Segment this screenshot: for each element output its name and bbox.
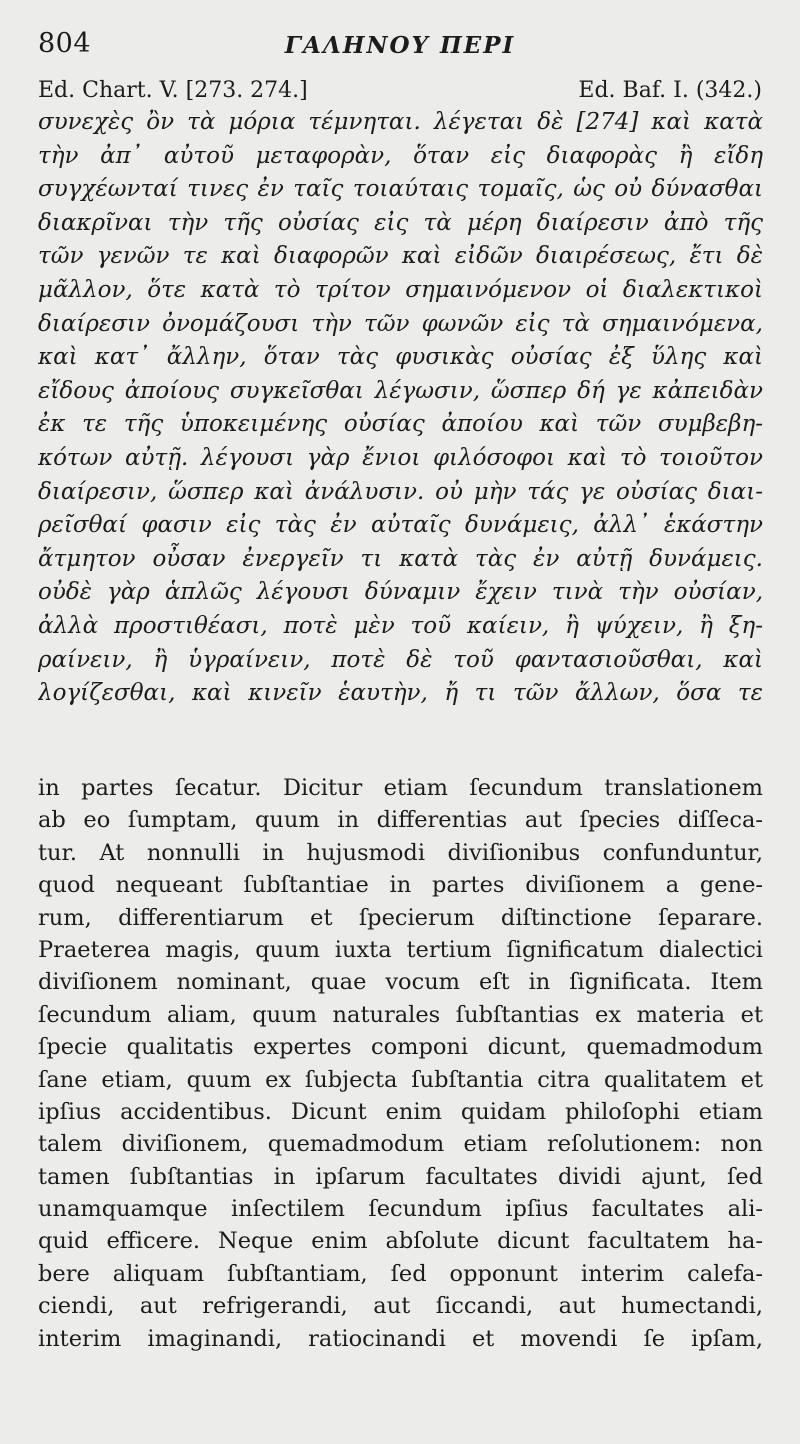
latin-text-line: quod nequeant ſubſtantiae in partes diviſionem a gene-	[38, 872, 763, 899]
running-head	[38, 28, 762, 62]
latin-text-line: tamen ſubſtantias in ipſarum facultates dividi ajunt, ſed	[38, 1163, 763, 1190]
greek-text-line: κότων αὐτῇ. λέγουσι γὰρ ἔνιοι φιλόσοφοι καὶ τὸ τοιοῦτον	[38, 444, 763, 471]
latin-text-line: talem diviſionem, quemadmodum etiam reſolutionem: non	[38, 1131, 763, 1158]
edition-chart-reference: Ed. Chart. V. [273. 274.]	[38, 78, 308, 103]
latin-text-line: ab eo ſumptam, quum in differentias aut ſpecies diſſeca-	[38, 807, 763, 834]
greek-text-line: ραίνειν, ἢ ὑγραίνειν, ποτὲ δὲ τοῦ φαντασιοῦσθαι, καὶ	[38, 646, 763, 673]
greek-text-block	[38, 106, 763, 711]
latin-text-line: quid efficere. Neque enim abſolute dicunt facultatem ha-	[38, 1228, 763, 1255]
running-title: ΓΑΛΗΝΟΥ ΠΕΡΙ	[284, 32, 516, 59]
latin-text-line: ciendi, aut refrigerandi, aut ſiccandi, aut humectandi,	[38, 1293, 763, 1320]
latin-text-line: ipſius accidentibus. Dicunt enim quidam philoſophi etiam	[38, 1098, 763, 1125]
latin-text-line: ſpecie qualitatis expertes componi dicunt, quemadmodum	[38, 1034, 763, 1061]
greek-text-line: διαίρεσιν, ὥσπερ καὶ ἀνάλυσιν. οὐ μὴν τάς γε οὐσίας διαι-	[38, 478, 763, 505]
latin-text-line: unamquamque inſectilem ſecundum ipſius facultates ali-	[38, 1196, 763, 1223]
greek-text-line: συνεχὲς ὂν τὰ μόρια τέμνηται. λέγεται δὲ [274] καὶ κατὰ	[38, 109, 763, 135]
greek-text-line: μᾶλλον, ὅτε κατὰ τὸ τρίτον σημαινόμενον οἱ διαλεκτικοὶ	[38, 276, 763, 303]
greek-text-line: ἄτμητον οὖσαν ἐνεργεῖν τι κατὰ τὰς ἐν αὐτῇ δυνάμεις.	[38, 545, 763, 572]
latin-text-line: in partes ſecatur. Dicitur etiam ſecundum translationem	[38, 775, 763, 801]
edition-basel-reference: Ed. Baf. I. (342.)	[578, 78, 762, 103]
greek-text-line: καὶ κατ᾽ ἄλλην, ὅταν τὰς φυσικὰς οὐσίας ἐξ ὕλης καὶ	[38, 344, 763, 371]
greek-text-line: λογίζεσθαι, καὶ κινεῖν ἑαυτὴν, ἤ τι τῶν ἄλλων, ὅσα τε	[38, 680, 763, 707]
latin-text-line: interim imaginandi, ratiocinandi et movendi ſe ipſam,	[38, 1325, 763, 1352]
latin-text-line: tur. At nonnulli in hujusmodi diviſionibus confunduntur,	[38, 839, 763, 866]
latin-text-line: Praeterea magis, quum iuxta tertium ſignificatum dialectici	[38, 936, 763, 963]
greek-text-line: διαίρεσιν ὀνομάζουσι τὴν τῶν φωνῶν εἰς τὰ σημαινόμενα,	[38, 310, 763, 337]
greek-text-line: οὐδὲ γὰρ ἁπλῶς λέγουσι δύναμιν ἔχειν τινὰ τὴν οὐσίαν,	[38, 579, 763, 606]
greek-text-line: ρεῖσθαί φασιν εἰς τὰς ἐν αὐταῖς δυνάμεις, ἀλλ᾽ ἑκάστην	[38, 512, 763, 539]
page-number: 804	[38, 28, 92, 59]
latin-text-block	[38, 772, 763, 1355]
latin-text-line: rum, differentiarum et ſpecierum diſtinctione ſeparare.	[38, 904, 763, 931]
latin-text-line: ſane etiam, quum ex ſubjecta ſubſtantia citra qualitatem et	[38, 1066, 763, 1093]
latin-text-line: diviſionem nominant, quae vocum eſt in ſignificata. Item	[38, 969, 763, 996]
greek-text-line: τὴν ἀπ᾽ αὐτοῦ μεταφορὰν, ὅταν εἰς διαφορὰς ἢ εἴδη	[38, 142, 763, 169]
greek-text-line: συγχέωνταί τινες ἐν ταῖς τοιαύταις τομαῖς, ὡς οὐ δύνασθαι	[38, 176, 763, 203]
greek-text-line: διακρῖναι τὴν τῆς οὐσίας εἰς τὰ μέρη διαίρεσιν ἀπὸ τῆς	[38, 209, 763, 236]
latin-text-line: bere aliquam ſubſtantiam, ſed opponunt interim calefa-	[38, 1260, 763, 1287]
edition-references	[38, 78, 762, 106]
greek-text-line: ἀλλὰ προστιθέασι, ποτὲ μὲν τοῦ καίειν, ἢ ψύχειν, ἢ ξη-	[38, 612, 763, 639]
greek-text-line: τῶν γενῶν τε καὶ διαφορῶν καὶ εἰδῶν διαιρέσεως, ἔτι δὲ	[38, 243, 763, 270]
greek-text-line: ἐκ τε τῆς ὑποκειμένης οὐσίας ἀποίου καὶ τῶν συμβεβη-	[38, 411, 763, 438]
latin-text-line: ſecundum aliam, quum naturales ſubſtantias ex materia et	[38, 1001, 763, 1028]
greek-text-line: εἴδους ἀποίους συγκεῖσθαι λέγωσιν, ὥσπερ δή γε κἀπειδὰν	[38, 377, 763, 404]
